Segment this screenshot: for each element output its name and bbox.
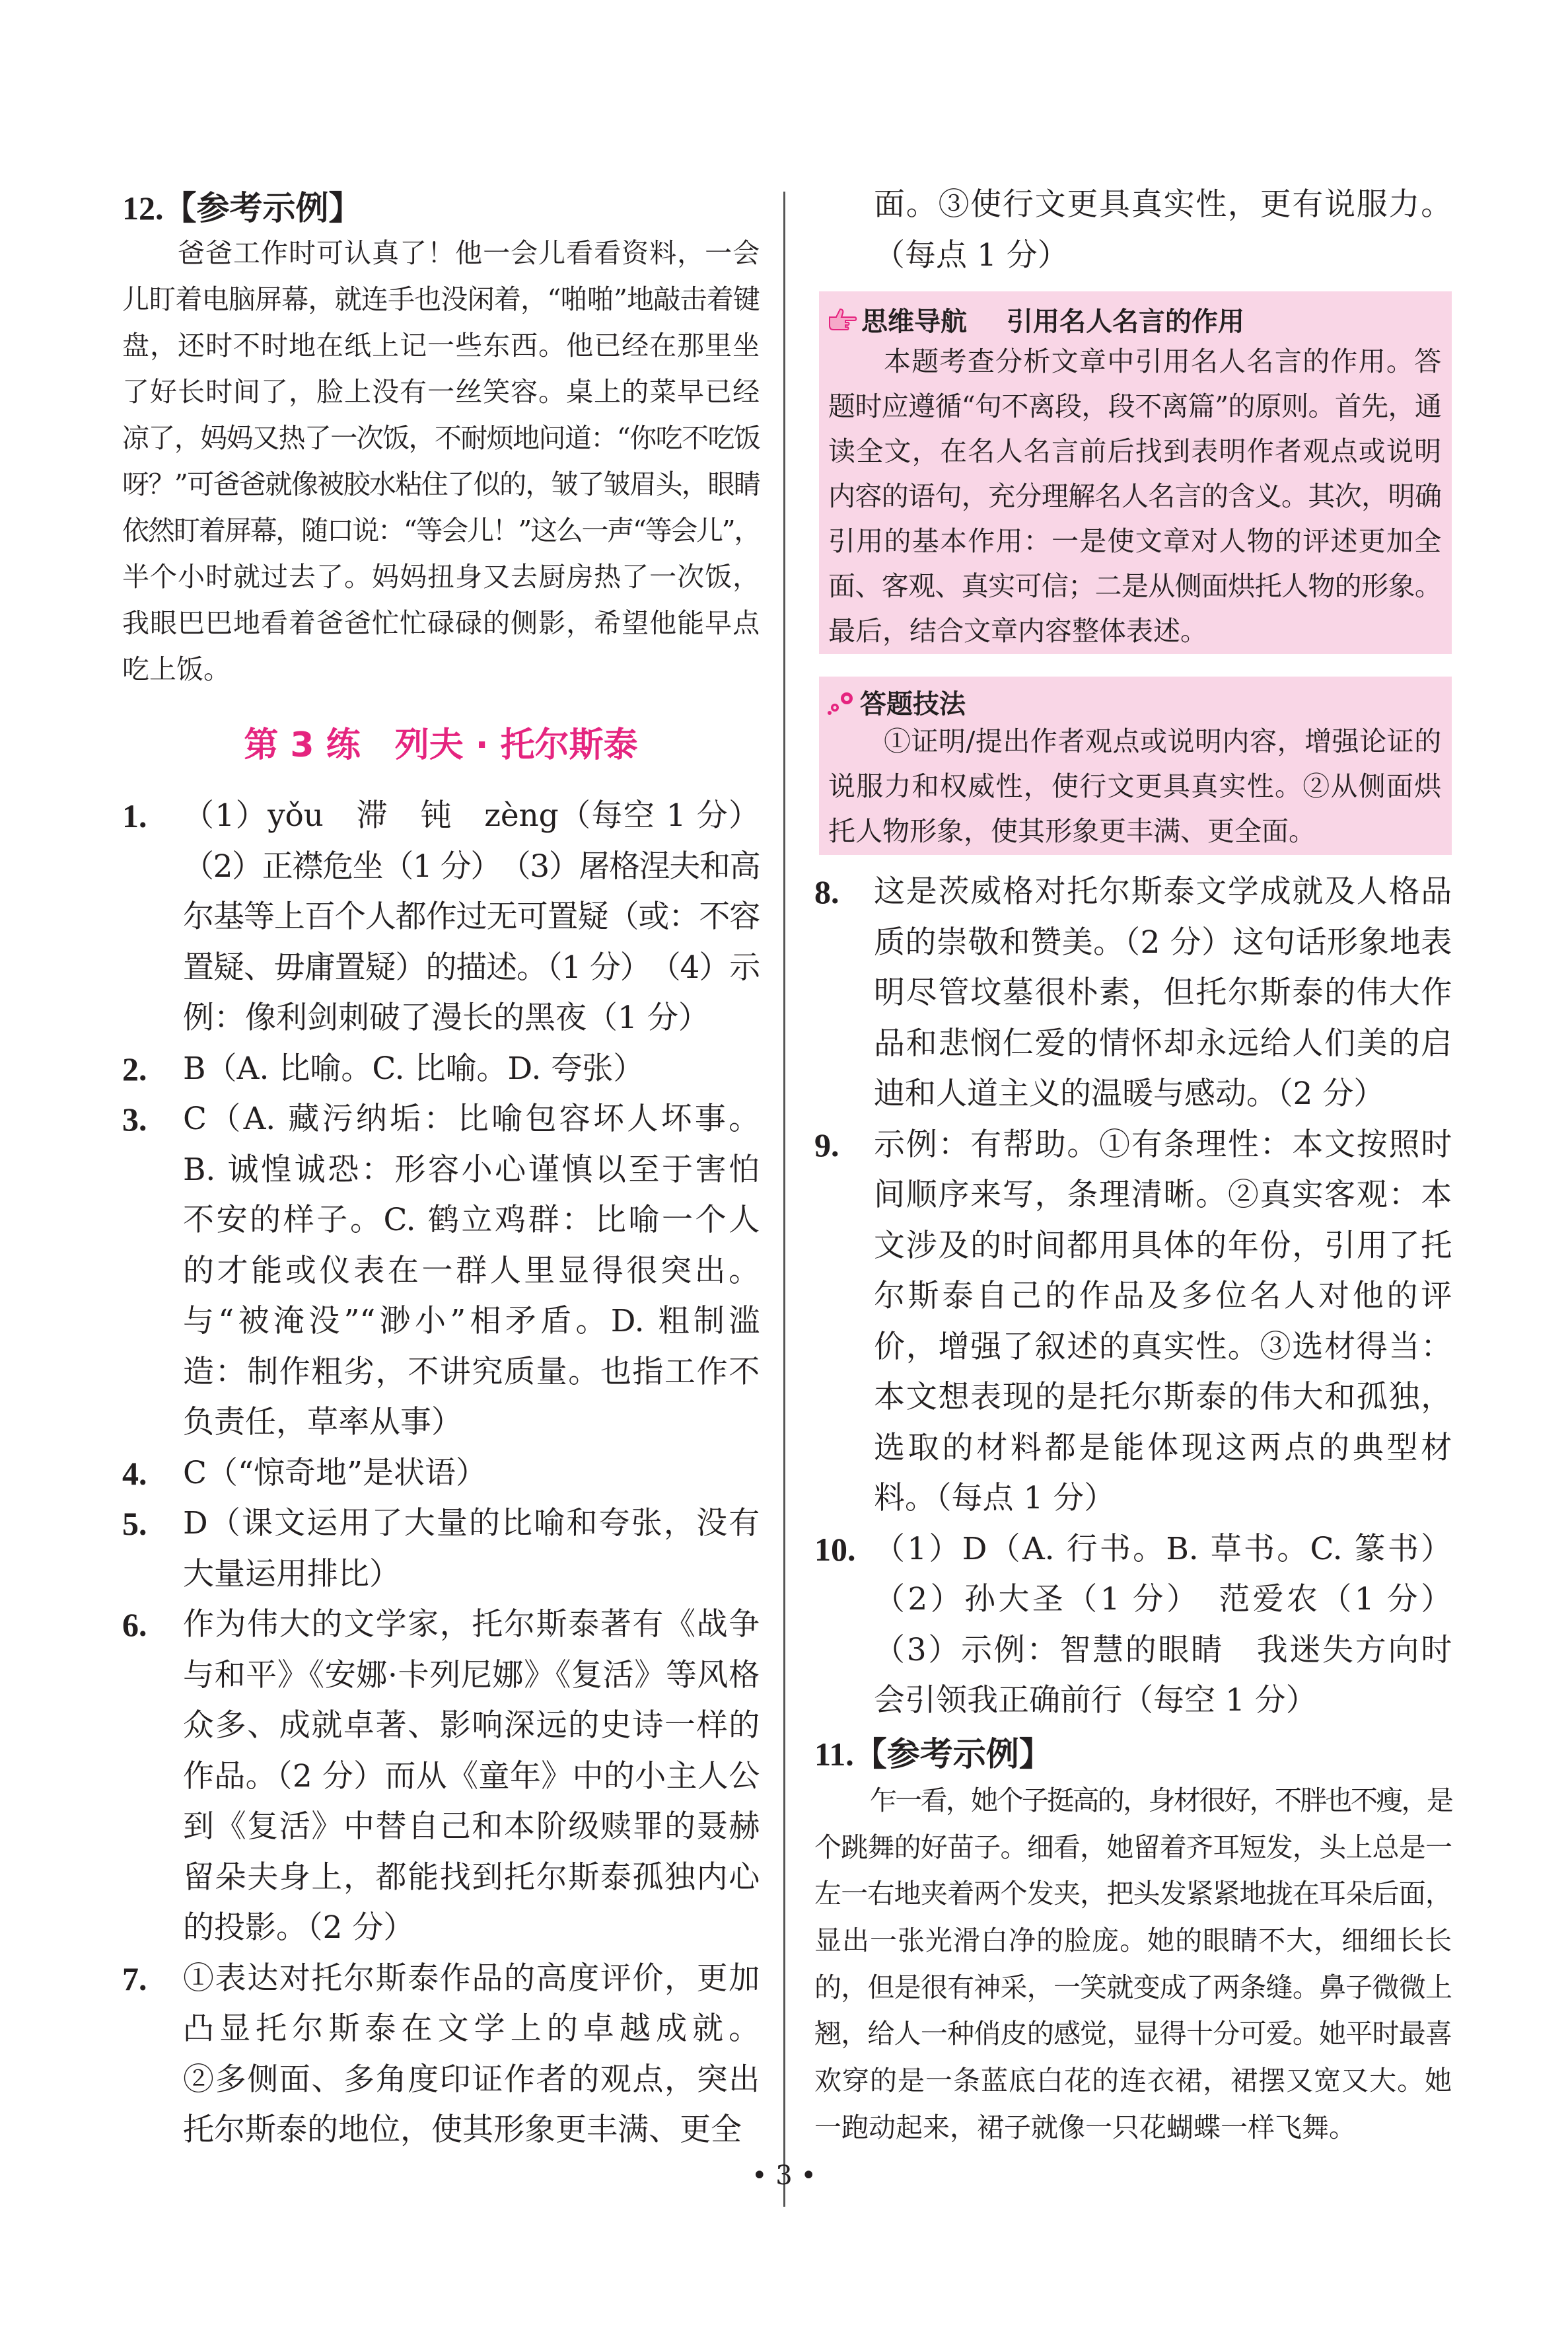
answer-line: 负责任，草率从事） — [183, 1404, 462, 1440]
answer-text — [183, 791, 760, 1044]
answer-line: （1）yǒu 滞 钝 zèng（每空 1 分） — [183, 797, 760, 834]
paragraph-line: 了好长时间了，脸上没有一丝笑容。桌上的菜早已经 — [122, 376, 760, 408]
answer-text — [183, 1600, 760, 1954]
item-number: 9. — [814, 1126, 839, 1163]
answer-line: 品和悲悯仁爱的情怀却永远给人们美的启 — [874, 1025, 1452, 1062]
answer-item — [122, 1498, 760, 1600]
answer-text — [183, 1044, 760, 1095]
answer-line: 置疑、毋庸置疑）的描述。（1 分） （4）示 — [183, 949, 760, 986]
answer-line: 例：像利剑刺破了漫长的黑夜（1 分） — [183, 1000, 709, 1036]
paragraph-line: 说服力和权威性，使行文更具真实性。②从侧面烘 — [828, 770, 1441, 802]
answer-line: B（A. 比喻。C. 比喻。D. 夸张） — [183, 1050, 645, 1087]
method-box-title: 答题技法 — [860, 689, 966, 720]
answer-line: （2）正襟危坐（1 分） （3）屠格涅夫和高 — [183, 848, 760, 885]
paragraph-line: 儿盯着电脑屏幕，就连手也没闲着，“啪啪”地敲击着键 — [122, 283, 760, 315]
paragraph-line: 引用的基本作用：一是使文章对人物的评述更加全 — [828, 525, 1441, 557]
answer-text — [183, 1954, 760, 2156]
gear-icon — [827, 689, 857, 716]
answer-line: 众多、成就卓著、影响深远的史诗一样的 — [183, 1707, 760, 1744]
paragraph-line: 托人物形象，使其形象更丰满、更全面。 — [828, 815, 1316, 847]
answer-line: 到《复活》中替自己和本阶级赎罪的聂赫 — [183, 1808, 760, 1845]
answer-line: B. 诚惶诚恐：形容小心谨慎以至于害怕 — [183, 1151, 760, 1188]
answer-list-right — [814, 867, 1452, 1726]
answer-line: 料。（每点 1 分） — [874, 1480, 1116, 1516]
answer-list-left — [122, 791, 760, 2156]
answer-item — [122, 1954, 760, 2156]
paragraph-line: 凉了，妈妈又热了一次饭，不耐烦地问道：“你吃不吃饭 — [122, 422, 760, 454]
paragraph-line: 爸爸工作时可认真了！他一会儿看看资料，一会 — [178, 237, 760, 269]
paragraph-line: 盘，还时不时地在纸上记一些东西。他已经在那里坐 — [122, 330, 760, 361]
paragraph-line: 最后，结合文章内容整体表述。 — [828, 615, 1207, 647]
item-number: 7. — [122, 1960, 147, 1997]
question-12-heading — [122, 182, 362, 229]
item-number: 2. — [122, 1050, 147, 1088]
answer-item — [122, 1094, 760, 1448]
column-divider — [783, 192, 785, 2207]
paragraph-line: 左一右地夹着两个发夹，把头发紧紧地拢在耳朵后面， — [814, 1878, 1452, 1910]
answer-text — [183, 1498, 760, 1600]
item-number: 8. — [814, 873, 839, 910]
paragraph-line: 的，但是很有神采，一笑就变成了两条缝。鼻子微微上 — [814, 1971, 1452, 2003]
item-7-continuation — [874, 180, 1452, 281]
answer-line: 大量运用排比） — [183, 1555, 400, 1592]
answer-line: 尔基等上百个人都作过无可置疑（或：不容 — [183, 899, 760, 935]
answer-line: D（课文运用了大量的比喻和夸张，没有 — [183, 1505, 760, 1541]
answer-line: 选取的材料都是能体现这两点的典型材 — [874, 1429, 1452, 1466]
answer-line: 质的崇敬和赞美。（2 分）这句话形象地表 — [874, 924, 1452, 961]
answer-line: 迪和人道主义的温暖与感动。（2 分） — [874, 1076, 1385, 1112]
section-title: 第 3 练 列夫 · 托尔斯泰 — [244, 725, 638, 765]
answer-text — [183, 1448, 760, 1499]
answer-line: 留朵夫身上，都能找到托尔斯泰孤独内心 — [183, 1859, 760, 1896]
question-number: 12. — [122, 190, 164, 227]
answer-line: ②多侧面、多角度印证作者的观点，突出 — [183, 2061, 760, 2098]
answer-text — [183, 1094, 760, 1448]
example-paragraph-12 — [122, 230, 760, 692]
answer-line: 的投影。（2 分） — [183, 1909, 415, 1946]
answer-item — [814, 867, 1452, 1120]
item-number: 6. — [122, 1606, 147, 1643]
answer-line: 作为伟大的文学家，托尔斯泰著有《战争 — [183, 1606, 760, 1642]
tip-box-header — [827, 301, 1244, 338]
tip-box-title: 思维导航 — [861, 307, 967, 337]
answer-line: 的才能或仪表在一群人里显得很突出。 — [183, 1252, 760, 1289]
method-box-answer-technique — [819, 677, 1452, 855]
answer-line: （1）D（A. 行书。B. 草书。C. 篆书） — [874, 1530, 1452, 1567]
item-number: 4. — [122, 1454, 147, 1492]
answer-item — [122, 1600, 760, 1954]
question-label: 【参考示例】 — [853, 1735, 1052, 1773]
item-number: 3. — [122, 1101, 147, 1138]
paragraph-line: 个跳舞的好苗子。细看，她留着齐耳短发，头上总是一 — [814, 1831, 1452, 1863]
item-number: 1. — [122, 797, 147, 834]
answer-item — [814, 1524, 1452, 1726]
method-box-body — [828, 719, 1441, 854]
answer-line: ①表达对托尔斯泰作品的高度评价，更加 — [183, 1960, 760, 1997]
answer-line: 托尔斯泰的地位，使其形象更丰满、更全 — [183, 2112, 742, 2148]
answer-line: 明尽管坟墓很朴素，但托尔斯泰的伟大作 — [874, 975, 1452, 1011]
paragraph-line: 题时应遵循“句不离段，段不离篇”的原则。首先，通 — [828, 390, 1441, 422]
paragraph-line: 一跑动起来，裙子就像一只花蝴蝶一样飞舞。 — [814, 2111, 1356, 2143]
paragraph-line: ①证明/提出作者观点或说明内容，增强论证的 — [884, 725, 1441, 757]
answer-line: 这是茨威格对托尔斯泰文学成就及人格品 — [874, 873, 1452, 910]
answer-line: 作品。（2 分）而从《童年》中的小主人公 — [183, 1757, 760, 1794]
paragraph-line: 读全文，在名人名言前后找到表明作者观点或说明 — [828, 435, 1441, 467]
answer-item — [814, 1120, 1452, 1524]
answer-item — [122, 791, 760, 1044]
answer-line: 价，增强了叙述的真实性。③选材得当： — [874, 1328, 1452, 1365]
answer-item — [122, 1044, 760, 1095]
question-label: 【参考示例】 — [163, 189, 362, 227]
pointing-hand-icon — [827, 307, 857, 333]
example-paragraph-11 — [814, 1777, 1452, 2151]
item-number: 10. — [814, 1530, 856, 1568]
answer-text — [874, 1524, 1452, 1726]
paragraph-line: 翘，给人一种俏皮的感觉，显得十分可爱。她平时最喜 — [814, 2018, 1452, 2050]
answer-line: 凸显托尔斯泰在文学上的卓越成就。 — [183, 2011, 760, 2047]
tip-box-body — [828, 339, 1441, 653]
answer-line: 与和平》《安娜·卡列尼娜》《复活》等风格 — [183, 1656, 760, 1693]
paragraph-line: 依然盯着屏幕，随口说：“等会儿！”这么一声“等会儿”， — [122, 515, 760, 546]
answer-line: 不安的样子。C. 鹤立鸡群：比喻一个人 — [183, 1202, 760, 1238]
answer-line: C（A. 藏污纳垢：比喻包容坏人坏事。 — [183, 1101, 760, 1137]
answer-line: （每点 1 分） — [874, 237, 1069, 274]
paragraph-line: 吃上饭。 — [122, 653, 231, 685]
paragraph-line: 我眼巴巴地看着爸爸忙忙碌碌的侧影，希望他能早点 — [122, 607, 760, 639]
answer-line: 间顺序来写，条理清晰。②真实客观：本 — [874, 1177, 1452, 1213]
paragraph-line: 乍一看，她个子挺高的，身材很好，不胖也不瘦，是 — [870, 1785, 1452, 1816]
answer-line: （2）孙大圣（1 分） 范爱农（1 分） — [874, 1581, 1452, 1617]
paragraph-line: 呀？”可爸爸就像被胶水粘住了似的，皱了皱眉头，眼睛 — [122, 468, 760, 500]
paragraph-line: 显出一张光滑白净的脸庞。她的眼睛不大，细细长长 — [814, 1925, 1452, 1957]
paragraph-line: 本题考查分析文章中引用名人名言的作用。答 — [884, 346, 1441, 377]
answer-line: （3）示例：智慧的眼睛 我迷失方向时 — [874, 1631, 1452, 1668]
item-number: 5. — [122, 1505, 147, 1542]
tip-box-thinking-navigation — [819, 291, 1452, 654]
answer-line: 会引领我正确前行（每空 1 分） — [874, 1682, 1317, 1718]
answer-line: 面。③使行文更具真实性，更有说服力。 — [874, 186, 1452, 223]
answer-line: 尔斯泰自己的作品及多位名人对他的评 — [874, 1278, 1452, 1314]
paragraph-line: 面、客观、真实可信；二是从侧面烘托人物的形象。 — [828, 570, 1441, 602]
page-number: • 3 • — [751, 2160, 817, 2191]
answer-line: 文涉及的时间都用具体的年份，引用了托 — [874, 1227, 1452, 1264]
answer-line: C（“惊奇地”是状语） — [183, 1454, 487, 1491]
answer-line: 示例：有帮助。①有条理性：本文按照时 — [874, 1126, 1452, 1163]
paragraph-line: 欢穿的是一条蓝底白花的连衣裙，裙摆又宽又大。她 — [814, 2065, 1452, 2097]
answer-line: 本文想表现的是托尔斯泰的伟大和孤独， — [874, 1379, 1452, 1415]
answer-line: 造：制作粗劣，不讲究质量。也指工作不 — [183, 1353, 760, 1390]
answer-text — [874, 867, 1452, 1120]
question-number: 11. — [814, 1736, 854, 1773]
answer-text — [874, 1120, 1452, 1524]
paragraph-line: 半个小时就过去了。妈妈扭身又去厨房热了一次饭， — [122, 561, 760, 593]
method-box-header — [827, 683, 966, 721]
answer-line: 与“被淹没”“渺小”相矛盾。D. 粗制滥 — [183, 1303, 760, 1339]
tip-box-subtitle: 引用名人名言的作用 — [1007, 307, 1244, 337]
answer-item — [122, 1448, 760, 1499]
paragraph-line: 内容的语句，充分理解名人名言的含义。其次，明确 — [828, 480, 1441, 512]
question-11-heading — [814, 1728, 1052, 1775]
